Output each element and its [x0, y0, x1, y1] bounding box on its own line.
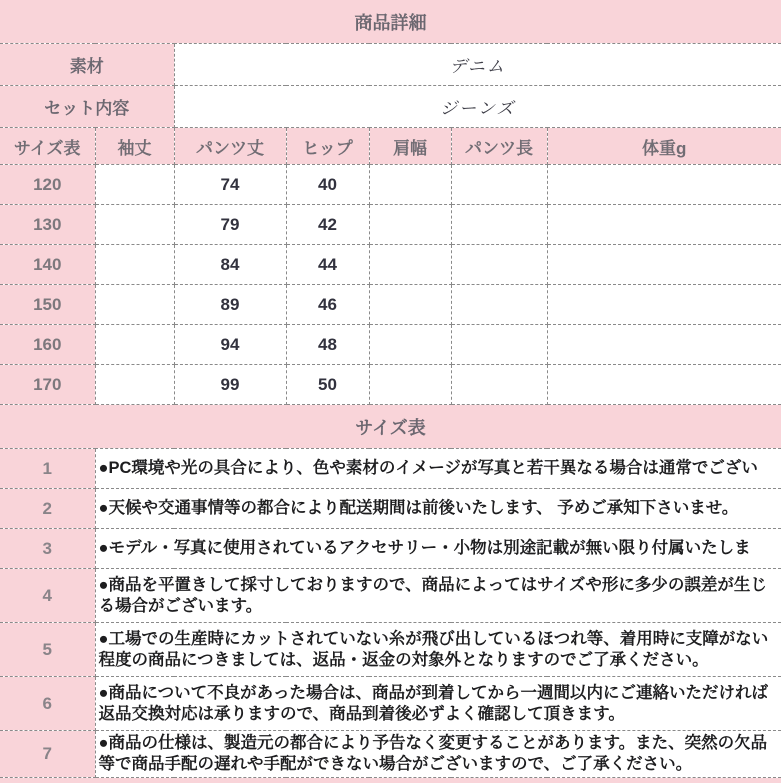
col-header-weight: 体重g	[547, 128, 781, 165]
material-label: 素材	[0, 44, 174, 86]
size-label: 150	[0, 285, 95, 325]
hip-value: 48	[286, 325, 369, 365]
sleeve-value	[95, 245, 174, 285]
hip-value: 50	[286, 365, 369, 405]
note-row-5	[0, 623, 781, 677]
weight-value	[547, 365, 781, 405]
size-label: 170	[0, 365, 95, 405]
set-contents-label: セット内容	[0, 86, 174, 128]
notes-section-title-row	[0, 405, 781, 449]
col-header-hip: ヒップ	[286, 128, 369, 165]
sleeve-value	[95, 165, 174, 205]
shoulder-value	[369, 245, 451, 285]
sleeve-value	[95, 365, 174, 405]
note-text: ●モデル・写真に使用されているアクセサリー・小物は別途記載が無い限り付属いたしま	[95, 529, 781, 569]
size-row-150	[0, 285, 781, 325]
sleeve-value	[95, 285, 174, 325]
weight-value	[547, 285, 781, 325]
note-row-3	[0, 529, 781, 569]
note-row-6	[0, 677, 781, 731]
set-contents-value: ジーンズ	[174, 86, 781, 128]
note-row-2	[0, 489, 781, 529]
note-text: ●天候や交通事情等の都合により配送期間は前後いたします、 予めご承知下さいませ。	[95, 489, 781, 529]
note-text: ●商品について不良があった場合は、商品が到着してから一週間以内にご連絡いただければ返品交換対応は承りますので、商品到着後必ずよく確認して頂きます。	[95, 677, 781, 731]
size-row-170	[0, 365, 781, 405]
bottom-strip-row	[0, 778, 781, 783]
pants-length-value: 94	[174, 325, 286, 365]
pants-long-value	[451, 365, 547, 405]
note-row-7	[0, 731, 781, 778]
page-title: 商品詳細	[0, 0, 781, 44]
note-number: 6	[0, 677, 95, 731]
note-text: ●PC環境や光の具合により、色や素材のイメージが写真と若干異なる場合は通常でござい	[95, 449, 781, 489]
note-number: 1	[0, 449, 95, 489]
size-label: 130	[0, 205, 95, 245]
note-row-4	[0, 569, 781, 623]
hip-value: 44	[286, 245, 369, 285]
note-text: ●工場での生産時にカットされていない糸が飛び出しているほつれ等、着用時に支障がない程度の商品につきましては、返品・返金の対象外となりますのでご了承ください。	[95, 623, 781, 677]
hip-value: 46	[286, 285, 369, 325]
pants-length-value: 84	[174, 245, 286, 285]
size-row-140	[0, 245, 781, 285]
pants-long-value	[451, 245, 547, 285]
sleeve-value	[95, 325, 174, 365]
note-text: ●商品の仕様は、製造元の都合により予告なく変更することがあります。また、突然の欠品等で商品手配の遅れや手配ができない場合がございますので、ご了承ください。	[95, 731, 781, 778]
note-number: 5	[0, 623, 95, 677]
title-row	[0, 0, 781, 44]
col-header-sleeve: 袖丈	[95, 128, 174, 165]
weight-value	[547, 245, 781, 285]
shoulder-value	[369, 285, 451, 325]
pants-long-value	[451, 205, 547, 245]
shoulder-value	[369, 365, 451, 405]
pants-length-value: 89	[174, 285, 286, 325]
notes-section-title: サイズ表	[0, 405, 781, 449]
weight-value	[547, 165, 781, 205]
note-text: ●商品を平置きして採寸しておりますので、商品によってはサイズや形に多少の誤差が生じる場合がございます。	[95, 569, 781, 623]
bottom-strip	[0, 778, 781, 783]
size-label: 140	[0, 245, 95, 285]
col-header-pants-long: パンツ長	[451, 128, 547, 165]
pants-length-value: 99	[174, 365, 286, 405]
sleeve-value	[95, 205, 174, 245]
shoulder-value	[369, 325, 451, 365]
note-number: 3	[0, 529, 95, 569]
weight-value	[547, 325, 781, 365]
pants-length-value: 79	[174, 205, 286, 245]
weight-value	[547, 205, 781, 245]
pants-length-value: 74	[174, 165, 286, 205]
note-number: 2	[0, 489, 95, 529]
hip-value: 42	[286, 205, 369, 245]
pants-long-value	[451, 165, 547, 205]
info-row-set-contents	[0, 86, 781, 128]
col-header-pants-length: パンツ丈	[174, 128, 286, 165]
size-row-160	[0, 325, 781, 365]
size-label: 160	[0, 325, 95, 365]
shoulder-value	[369, 205, 451, 245]
shoulder-value	[369, 165, 451, 205]
size-row-130	[0, 205, 781, 245]
note-number: 7	[0, 731, 95, 778]
note-number: 4	[0, 569, 95, 623]
pants-long-value	[451, 285, 547, 325]
info-row-material	[0, 44, 781, 86]
col-header-size: サイズ表	[0, 128, 95, 165]
size-table-header-row	[0, 128, 781, 165]
hip-value: 40	[286, 165, 369, 205]
size-label: 120	[0, 165, 95, 205]
size-row-120	[0, 165, 781, 205]
material-value: デニム	[174, 44, 781, 86]
pants-long-value	[451, 325, 547, 365]
note-row-1	[0, 449, 781, 489]
col-header-shoulder: 肩幅	[369, 128, 451, 165]
